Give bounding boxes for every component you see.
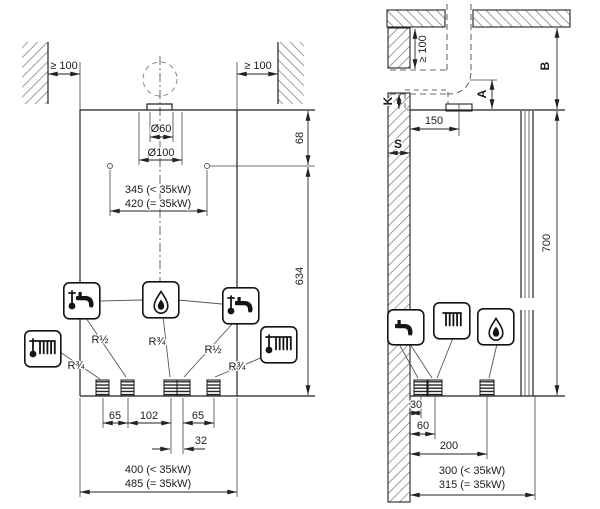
wall-lower-segment bbox=[388, 93, 410, 502]
dim-width-large: 485 (= 35kW) bbox=[124, 478, 192, 490]
heating-radiator-thermo-icon-left bbox=[25, 331, 61, 367]
dim-hole-spacing-small: 345 (< 35kW) bbox=[124, 184, 192, 196]
pipe-stub bbox=[207, 380, 220, 396]
dim-pitch-left: 65 bbox=[108, 410, 122, 422]
dim-hole-spacing-large: 420 (= 35kW) bbox=[124, 198, 192, 210]
front-wall-right bbox=[278, 42, 304, 104]
dim-width-small: 400 (< 35kW) bbox=[124, 464, 192, 476]
side-view bbox=[381, 2, 570, 502]
heating-radiator-thermo-icon-right bbox=[261, 327, 297, 363]
wall-upper-segment bbox=[388, 28, 410, 68]
flue-collar bbox=[147, 104, 172, 110]
side-pipe-stubs bbox=[414, 380, 494, 396]
dim-clearance-right: ≥ 100 bbox=[244, 60, 272, 72]
pipe-stub bbox=[480, 380, 494, 396]
pipe-stub bbox=[96, 380, 109, 396]
pipe-stub bbox=[121, 380, 134, 396]
flue-adapter-dashed bbox=[405, 90, 448, 110]
side-bottom-dims bbox=[410, 396, 535, 500]
front-bottom-dims bbox=[80, 398, 237, 497]
front-flue bbox=[139, 56, 182, 282]
dim-flue-inner: Ø60 bbox=[150, 123, 172, 135]
front-connection-labels bbox=[67, 334, 246, 373]
front-view bbox=[22, 42, 315, 497]
dim-gas-offset: 32 bbox=[194, 435, 208, 447]
dim-k: K bbox=[381, 96, 395, 106]
dim-height-700: 700 bbox=[541, 233, 553, 253]
dim-flue-to-wall: 150 bbox=[424, 115, 444, 127]
dim-pitch-center: 102 bbox=[139, 410, 159, 422]
pipe-stub bbox=[177, 380, 190, 396]
dim-depth-large: 315 (= 35kW) bbox=[438, 479, 506, 491]
mounting-hole-left bbox=[108, 164, 113, 169]
flame-icon-side bbox=[478, 309, 514, 345]
tap-icon-side bbox=[388, 310, 424, 345]
dim-stub-60: 60 bbox=[416, 420, 430, 432]
label-dhw-flow: R½ bbox=[91, 334, 109, 346]
dim-depth-small: 300 (< 35kW) bbox=[438, 465, 506, 477]
dhw-tap-thermo-icon-right bbox=[223, 288, 259, 324]
gas-flame-icon bbox=[143, 282, 179, 318]
dim-holes-to-base: 634 bbox=[294, 266, 306, 286]
label-heating-return: R¾ bbox=[228, 361, 246, 373]
mounting-hole-right bbox=[205, 164, 210, 169]
front-clearance-dims bbox=[48, 60, 278, 110]
dim-pitch-right: 65 bbox=[191, 410, 205, 422]
dim-clearance-top: ≥ 100 bbox=[417, 35, 429, 63]
side-ceiling bbox=[387, 10, 570, 27]
label-heating-flow: R¾ bbox=[67, 360, 85, 372]
dim-stub-30: 30 bbox=[409, 399, 423, 411]
front-mounting-holes bbox=[108, 164, 316, 217]
radiator-icon-side bbox=[434, 303, 470, 339]
dim-s: S bbox=[393, 137, 403, 151]
dim-b: B bbox=[538, 61, 552, 71]
front-wall-left bbox=[22, 42, 48, 104]
front-pipe-stubs bbox=[96, 380, 220, 396]
dim-stub-200: 200 bbox=[439, 440, 459, 452]
label-cold-water: R½ bbox=[204, 344, 222, 356]
pipe-stub bbox=[414, 380, 427, 396]
dhw-tap-thermo-icon-left bbox=[64, 283, 100, 319]
dim-flue-outer: Ø100 bbox=[147, 147, 175, 159]
pipe-stub bbox=[428, 380, 442, 396]
dim-clearance-left: ≥ 100 bbox=[50, 60, 78, 72]
pipe-stub bbox=[164, 380, 177, 396]
dim-top-to-holes: 68 bbox=[294, 131, 306, 145]
label-gas: R¾ bbox=[148, 336, 166, 348]
dim-a: A bbox=[475, 89, 489, 99]
